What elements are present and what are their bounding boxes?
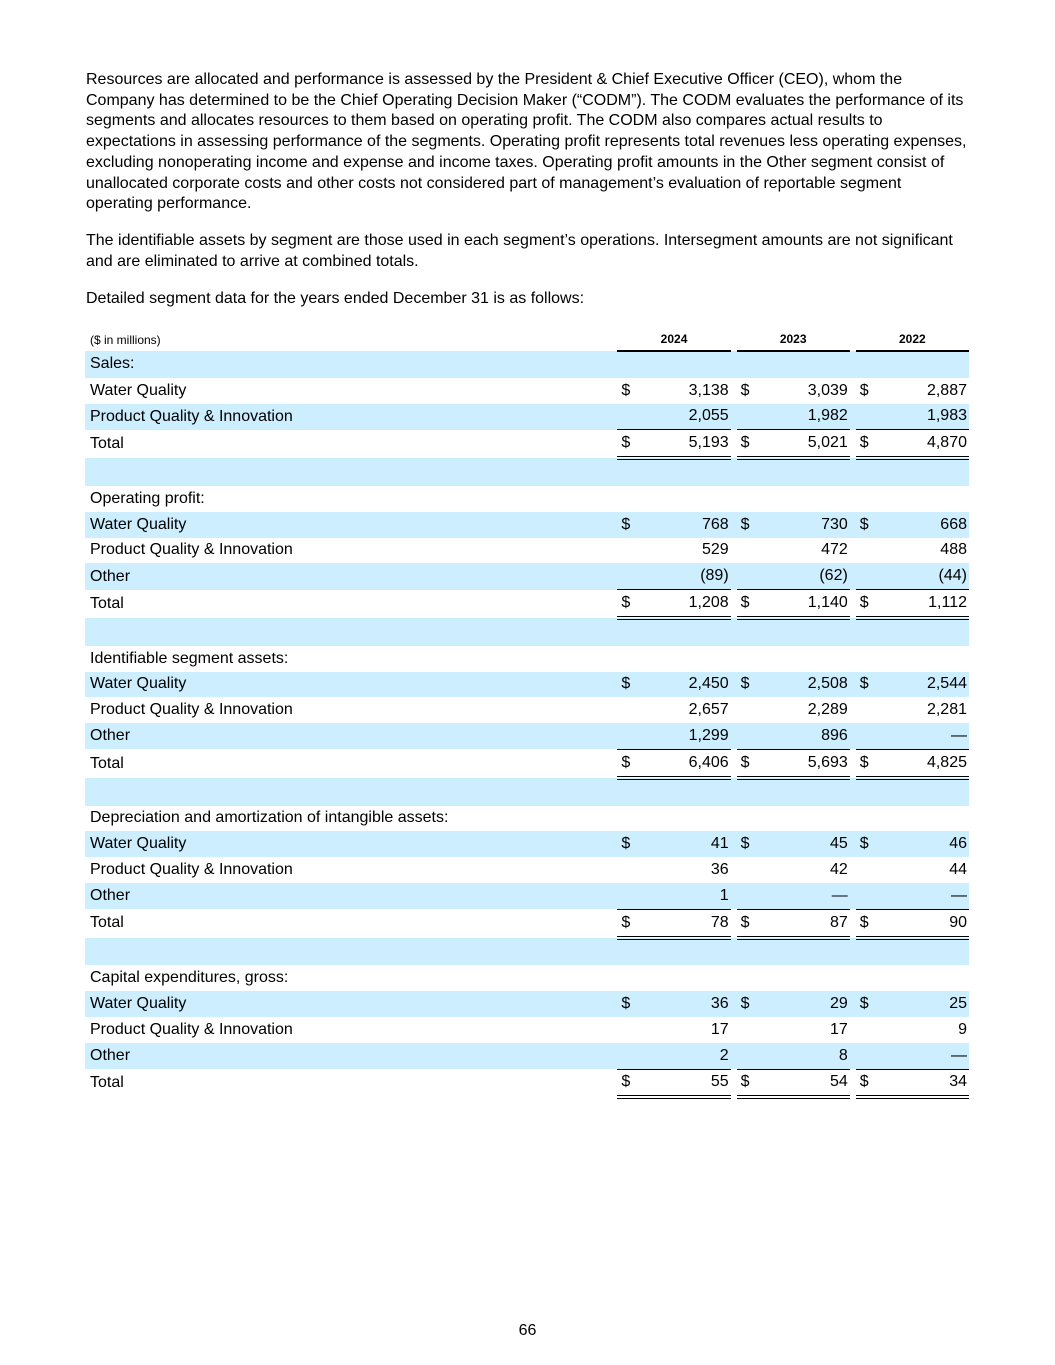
paragraph-codm: Resources are allocated and performance is assessed by the President & Chief Executive Officer (CEO), whom the Company has determined to be the Chief Operating Decision Maker (“CODM”). The CODM evaluates the performance of its segments and allocates resources to them based on operating profit. The CODM also compares actual results to expectations in assessing performance of the segments. Operating profit represents total revenues less operating expenses, excluding nonoperating income and expense and income taxes. Operating profit amounts in the Other segment consist of unallocated corporate costs and other costs not considered part of management’s evaluation of reportable segment operating performance. [86, 71, 967, 213]
currency-symbol: $ [856, 1069, 882, 1097]
currency-symbol: $ [737, 991, 763, 1017]
spacer-row [85, 458, 969, 486]
value-cell: 29 [762, 991, 849, 1017]
value-cell: 768 [643, 512, 730, 538]
currency-symbol: $ [617, 991, 643, 1017]
table-row [85, 723, 969, 749]
row-label: Water Quality [85, 672, 611, 698]
value-cell: 1,140 [762, 590, 849, 618]
row-label: Total [90, 914, 124, 932]
row-label [85, 458, 611, 486]
currency-symbol: $ [737, 512, 763, 538]
currency-symbol: $ [856, 991, 882, 1017]
currency-symbol: $ [737, 909, 763, 937]
row-label: Identifiable segment assets: [90, 649, 289, 667]
value-cell: 1,299 [643, 723, 730, 749]
value-cell: 90 [882, 909, 969, 937]
row-label: Other [85, 723, 611, 749]
row-label: Product Quality & Innovation [90, 701, 293, 719]
value-cell: 2,887 [926, 381, 967, 399]
table-row [85, 697, 969, 723]
paragraph-intro-table: Detailed segment data for the years ended December 31 is as follows: [86, 290, 585, 307]
value-cell: 5,193 [643, 430, 730, 458]
row-label: Total [90, 594, 124, 612]
segment-data-table [85, 328, 969, 1099]
section-header-row [85, 351, 969, 378]
row-label: Total [90, 435, 124, 453]
value-cell: 1,112 [882, 590, 969, 618]
table-row [85, 404, 969, 430]
year-header: 2023 [737, 328, 850, 351]
total-row [85, 1069, 969, 1097]
value-cell: 34 [882, 1069, 969, 1097]
row-label: Water Quality [85, 991, 611, 1017]
currency-symbol: $ [617, 909, 643, 937]
value-cell: 2,450 [643, 672, 730, 698]
value-cell: 2,508 [762, 672, 849, 698]
row-label: Water Quality [90, 381, 187, 399]
currency-symbol: $ [856, 430, 882, 458]
table-row [85, 883, 969, 909]
table-row [85, 857, 969, 883]
row-label: Total [90, 754, 124, 772]
section-header-row [85, 806, 969, 832]
value-cell: 5,693 [762, 749, 849, 777]
value-cell: 36 [643, 991, 730, 1017]
value-cell: 36 [710, 861, 729, 879]
value-cell: 3,138 [688, 381, 729, 399]
total-row [85, 749, 969, 777]
row-label: Water Quality [85, 831, 611, 857]
currency-symbol: $ [856, 831, 882, 857]
value-cell: (89) [643, 563, 730, 589]
value-cell: 41 [643, 831, 730, 857]
row-label: Product Quality & Innovation [90, 1020, 293, 1038]
value-cell: 78 [643, 909, 730, 937]
row-label: Product Quality & Innovation [90, 541, 293, 559]
value-cell: 3,039 [807, 381, 848, 399]
value-cell: 1 [643, 883, 730, 909]
total-row [85, 590, 969, 618]
table-row [85, 512, 969, 538]
value-cell: 87 [762, 909, 849, 937]
value-cell: 2,289 [807, 701, 848, 719]
value-cell: 46 [882, 831, 969, 857]
value-cell: 2,657 [688, 701, 729, 719]
table-row [85, 1043, 969, 1069]
currency-symbol: $ [859, 381, 869, 399]
currency-symbol: $ [856, 749, 882, 777]
row-label [85, 778, 611, 806]
currency-symbol: $ [617, 512, 643, 538]
year-header: 2024 [617, 328, 730, 351]
spacer-row [85, 618, 969, 646]
value-cell: — [882, 1043, 969, 1069]
row-label: Product Quality & Innovation [90, 861, 293, 879]
row-label: Other [85, 883, 611, 909]
row-label: Product Quality & Innovation [85, 404, 611, 430]
row-label: Water Quality [85, 512, 611, 538]
spacer-row [85, 938, 969, 966]
section-header-row [85, 965, 969, 991]
paragraph-identifiable-assets: The identifiable assets by segment are those used in each segment’s operations. Intersegment amounts are not significant and are eliminated to arrive at combined totals. [86, 232, 953, 270]
value-cell: 730 [762, 512, 849, 538]
row-label: Sales: [85, 351, 611, 378]
table-header-row [85, 328, 969, 351]
value-cell: 54 [762, 1069, 849, 1097]
currency-symbol: $ [737, 749, 763, 777]
row-label: Capital expenditures, gross: [90, 969, 289, 987]
currency-symbol: $ [737, 672, 763, 698]
currency-symbol: $ [617, 1069, 643, 1097]
value-cell: 2,544 [882, 672, 969, 698]
value-cell: — [762, 883, 849, 909]
table-row [85, 563, 969, 589]
table-row [85, 831, 969, 857]
row-label [85, 618, 611, 646]
value-cell: 2,055 [643, 404, 730, 430]
value-cell: 1,208 [643, 590, 730, 618]
currency-symbol: $ [617, 430, 643, 458]
page-number: 66 [518, 1322, 537, 1339]
value-cell: (44) [882, 563, 969, 589]
currency-symbol: $ [856, 909, 882, 937]
currency-symbol: $ [737, 831, 763, 857]
currency-symbol: $ [856, 590, 882, 618]
section-header-row [85, 486, 969, 512]
value-cell: 668 [882, 512, 969, 538]
row-label: Other [85, 1043, 611, 1069]
currency-symbol: $ [856, 672, 882, 698]
value-cell: 4,870 [882, 430, 969, 458]
value-cell: 42 [830, 861, 848, 879]
value-cell: 6,406 [643, 749, 730, 777]
value-cell: 17 [710, 1020, 729, 1038]
value-cell: 25 [882, 991, 969, 1017]
value-cell: 5,021 [762, 430, 849, 458]
currency-symbol: $ [617, 672, 643, 698]
value-cell: 45 [762, 831, 849, 857]
value-cell: 2 [643, 1043, 730, 1069]
section-header-row [85, 646, 969, 672]
currency-symbol: $ [740, 381, 750, 399]
value-cell: 4,825 [882, 749, 969, 777]
row-label: Other [85, 563, 611, 589]
value-cell: 17 [830, 1020, 848, 1038]
unit-label: ($ in millions) [90, 332, 161, 347]
total-row [85, 430, 969, 458]
spacer-row [85, 778, 969, 806]
row-label: Operating profit: [90, 489, 205, 507]
currency-symbol: $ [617, 749, 643, 777]
row-label: Depreciation and amortization of intangible assets: [90, 809, 449, 827]
row-label: Total [90, 1074, 124, 1092]
value-cell: 2,281 [926, 701, 967, 719]
value-cell: (62) [762, 563, 849, 589]
value-cell: 896 [762, 723, 849, 749]
value-cell: 55 [643, 1069, 730, 1097]
value-cell: 9 [958, 1020, 967, 1038]
currency-symbol: $ [617, 831, 643, 857]
currency-symbol: $ [737, 430, 763, 458]
value-cell: 44 [949, 861, 967, 879]
currency-symbol: $ [737, 590, 763, 618]
table-row [85, 1017, 969, 1043]
year-header: 2022 [856, 328, 969, 351]
table-row [85, 672, 969, 698]
table-row [85, 991, 969, 1017]
value-cell: 472 [821, 541, 848, 559]
value-cell: 1,982 [762, 404, 849, 430]
value-cell: 8 [762, 1043, 849, 1069]
currency-symbol: $ [856, 512, 882, 538]
total-row [85, 909, 969, 937]
value-cell: 1,983 [882, 404, 969, 430]
table-row [85, 378, 969, 404]
currency-symbol: $ [621, 381, 631, 399]
value-cell: — [882, 883, 969, 909]
row-label [85, 938, 611, 966]
value-cell: — [882, 723, 969, 749]
value-cell: 529 [701, 541, 729, 559]
table-row [85, 538, 969, 564]
value-cell: 488 [940, 541, 967, 559]
currency-symbol: $ [737, 1069, 763, 1097]
currency-symbol: $ [617, 590, 643, 618]
